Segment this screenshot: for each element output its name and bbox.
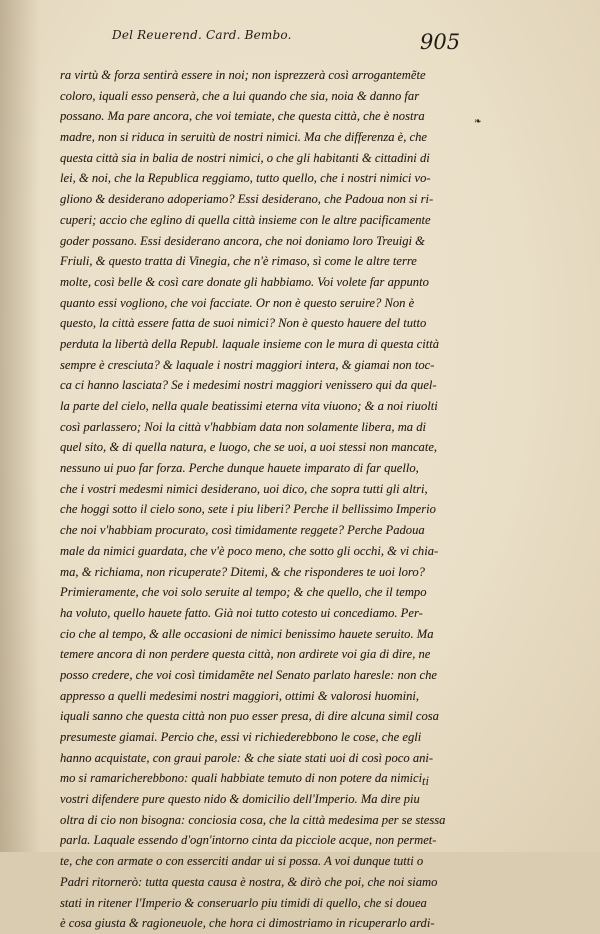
text-line: ca ci hanno lasciata? Se i medesimi nostri maggiori venissero qui da quel-: [60, 378, 437, 393]
text-line: vostri difendere pure questo nido & domicilio dell'Imperio. Ma dire piu: [60, 792, 420, 807]
text-line: Primieramente, che voi solo seruite al tempo; & che quello, che il tempo: [60, 585, 427, 600]
text-line: posso credere, che voi così timidamẽte nel Senato parlato haresle: non che: [60, 667, 438, 682]
text-line: perduta la libertà della Republ. laquale insieme con le mura di questa città: [60, 336, 440, 351]
text-line: lei, & noi, che la Republica reggiamo, tutto quello, che i nostri nimici vo-: [60, 171, 431, 186]
text-line: questo, la città essere fatta de suoi nimici? Non è questo hauere del tutto: [60, 316, 427, 331]
text-line: iquali sanno che questa città non puo esser presa, di dire alcuna simil cosa: [60, 709, 439, 724]
catchword: ti: [422, 774, 429, 788]
text-line: che noi v'habbiam procurato, così timidamente reggete? Perche Padoua: [60, 523, 425, 538]
text-line: quanto essi vogliono, che voi facciate. Or non è questo seruire? Non è: [60, 295, 415, 310]
text-line: parla. Laquale essendo d'ogn'intorno cinta da picciole acque, non permet-: [60, 833, 437, 848]
text-line: ha voluto, quello hauete fatto. Già noi tutto cotesto ui concediamo. Per-: [60, 605, 423, 620]
text-line: così parlassero; Noi la città v'habbiam data non solamente libera, ma di: [60, 419, 427, 434]
text-line: Friuli, & questo tratta di Vinegia, che n'è rimaso, sì come le altre terre: [60, 254, 417, 269]
text-line: cuperi; accio che eglino di quella città insieme con le altre pacificamente: [60, 212, 431, 227]
margin-mark-icon: ❧: [474, 117, 482, 127]
text-line: nessuno ui puo far forza. Perche dunque hauete imparato di far quello,: [60, 461, 419, 476]
text-line: gliono & desiderano adoperiamo? Essi desiderano, che Padoua non si ri-: [60, 192, 434, 207]
text-line: quel sito, & di quella natura, e luogo, che se uoi, a uoi stessi non mancate,: [60, 440, 438, 455]
text-line: ra virtù & forza sentirà essere in noi; non isprezzerà così arrogantemẽte: [60, 68, 426, 82]
text-line: molte, così belle & così care donate gli habbiamo. Voi volete far appunto: [60, 274, 429, 289]
text-line: oltra di cio non bisogna: conciosia cosa, che la città medesima per se stessa: [60, 812, 446, 827]
text-line: presumeste giamai. Percio che, essi vi richiederebbono le cose, che egli: [60, 730, 422, 744]
text-line: male da nimici guardata, che v'è poco meno, che sotto gli occhi, & vi chia-: [60, 543, 439, 558]
text-line: possano. Ma pare ancora, che voi temiate, che questa città, che è nostra: [60, 109, 425, 124]
gutter-shadow: [0, 0, 40, 852]
text-line: hanno acquistate, con graui parole: & che siate stati uoi di così poco ani-: [60, 750, 434, 765]
text-line: Padri ritornerò: tutta questa causa è nostra, & dirò che poi, che noi siamo: [60, 874, 438, 889]
text-line: madre, non si riduca in seruitù de nostri nimici. Ma che differenza è, che: [60, 130, 428, 145]
text-line: è cosa giusta & ragioneuole, che hora ci dimostriamo in ricuperarlo ardi-: [60, 916, 435, 931]
running-head: Del Reuerend. Card. Bembo.: [112, 28, 292, 42]
text-line: ma, & richiama, non ricuperate? Ditemi, & che risponderes te uoi loro?: [60, 564, 425, 579]
text-line: sempre è cresciuta? & laquale i nostri maggiori intera, & giamai non toc-: [60, 357, 435, 372]
page-number: 905: [420, 30, 461, 54]
text-line: cio che al tempo, & alle occasioni de nimici benissimo hauete seruito. Ma: [60, 626, 434, 641]
body-text: [60, 65, 470, 934]
text-line: temere ancora di non perdere questa città, non ardirete voi gia di dire, ne: [60, 647, 431, 662]
text-line: stati in ritener l'Imperio & conseruarlo piu timidi di quello, che si douea: [60, 895, 427, 910]
text-line: te, che con armate o con esserciti andar ui si possa. A voi dunque tutti o: [60, 854, 424, 869]
text-line: che i vostri medesmi nimici desiderano, uoi dico, che sopra tutti gli altri,: [60, 481, 428, 496]
text-line: mo si ramaricherebbono: quali habbiate temuto di non potere da nimici: [60, 771, 423, 786]
text-line: goder possano. Essi desiderano ancora, che noi doniamo loro Treuigi &: [60, 233, 425, 248]
text-line: questa città sia in balia de nostri nimici, o che gli habitanti & cittadini di: [60, 150, 430, 165]
text-line: che hoggi sotto il cielo sono, sete i piu liberi? Perche il bellissimo Imperio: [60, 502, 436, 517]
text-line: la parte del cielo, nella quale beatissimi eterna vita viuono; & a noi riuolti: [60, 399, 438, 413]
text-line: appresso a quelli medesimi nostri maggiori, ottimi & valorosi huomini,: [60, 688, 420, 703]
text-line: coloro, iquali esso penserà, che a lui quando che sia, noia & danno far: [60, 88, 420, 103]
